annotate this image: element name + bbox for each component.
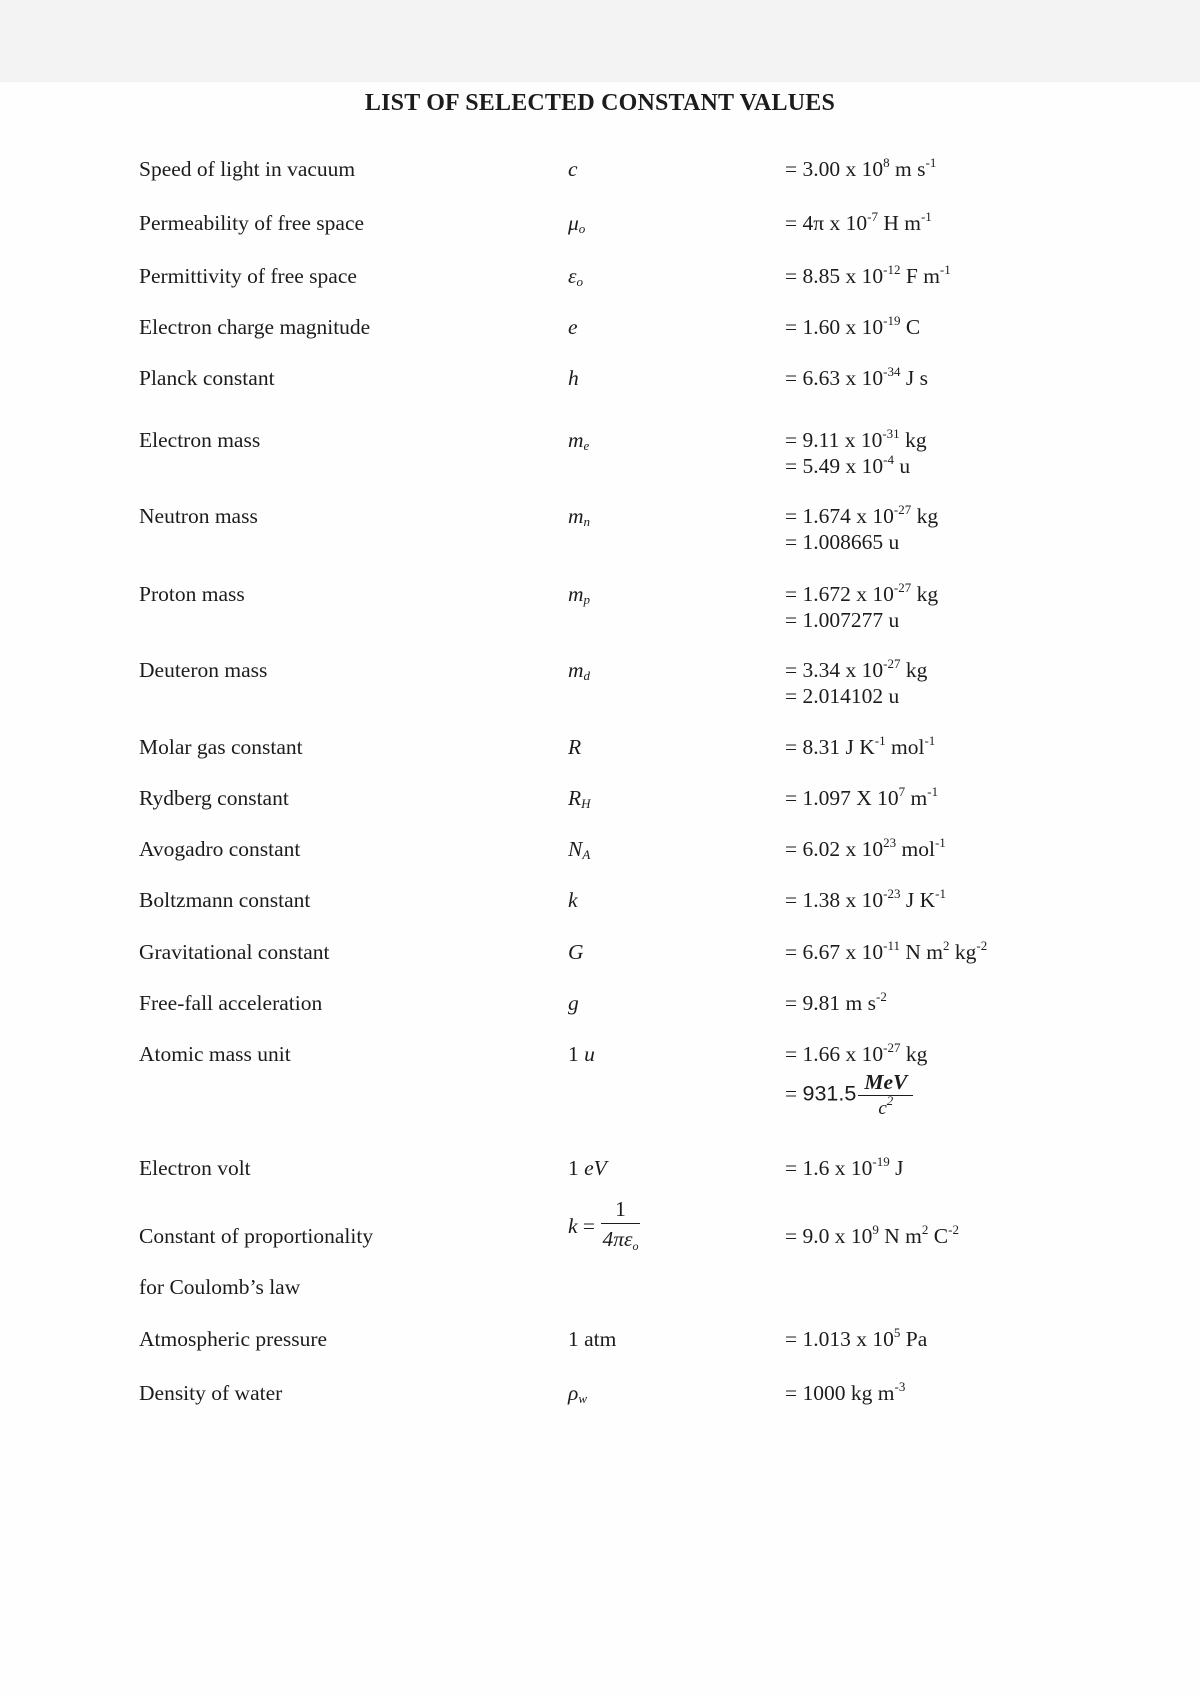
constant-name: Deuteron mass xyxy=(139,658,268,682)
constant-symbol: $\rho_w$ xyxy=(568,1381,587,1406)
constant-symbol: $\mu_o$ xyxy=(568,211,586,236)
coulomb-fraction: $\frac{1}{4\pi\varepsilon_o}$ xyxy=(602,1197,639,1253)
constant-symbol: 1 atm xyxy=(568,1327,617,1351)
constant-name: Neutron mass xyxy=(139,504,258,528)
constant-value: = 6.02 x $10^{23}$ mol$^{-1}$ xyxy=(785,835,946,861)
constant-symbol: c xyxy=(568,157,578,181)
constant-symbol: 1 u xyxy=(568,1042,595,1066)
constant-symbol: k xyxy=(568,888,578,912)
constant-name: Free-fall acceleration xyxy=(139,991,323,1015)
constant-value: = 3.34 x $10^{-27}$ kg = 2.014102 u xyxy=(785,656,928,708)
page-title: LIST OF SELECTED CONSTANT VALUES xyxy=(364,90,836,116)
mev-per-c2-fraction: $\frac{\text{MeV}}{c^2}$ xyxy=(858,1069,913,1122)
constant-name: Gravitational constant xyxy=(139,940,330,964)
constant-symbol: g xyxy=(568,991,579,1015)
constant-symbol: R xyxy=(568,735,582,759)
constant-name: Electron charge magnitude xyxy=(139,315,371,339)
constant-value: = 8.85 x $10^{-12}$ F $m^{-1}$ xyxy=(785,262,951,288)
top-band xyxy=(0,0,1200,82)
constant-name: Density of water xyxy=(139,1381,283,1405)
constant-symbol: $R_H$ xyxy=(568,786,591,811)
constant-name: Planck constant xyxy=(139,366,275,390)
constant-symbol: k = $\frac{1}{4\pi\varepsilon_o}$ xyxy=(568,1195,640,1261)
constant-name: Atmospheric pressure xyxy=(139,1327,328,1351)
constant-name: Constant of proportionality xyxy=(139,1224,374,1248)
constant-name: Proton mass xyxy=(139,582,245,606)
constant-value: = 1000 kg $m^{-3}$ xyxy=(785,1379,906,1405)
constant-value: = 8.31 J $K^{-1}$ mol$^{-1}$ xyxy=(785,733,936,759)
constant-value: = 6.63 x $10^{-34}$ J s xyxy=(785,364,928,390)
constant-value: = 6.67 x $10^{-11}$ N $m^2$ $kg^{-2}$ xyxy=(785,938,988,964)
constant-name: Avogadro constant xyxy=(139,837,301,861)
constant-symbol: $\varepsilon_o$ xyxy=(568,264,583,289)
constant-symbol: h xyxy=(568,366,579,390)
constant-value: = 1.6 x $10^{-19}$ J xyxy=(785,1154,904,1180)
constant-symbol: $m_n$ xyxy=(568,504,591,529)
constant-symbol: $m_e$ xyxy=(568,428,590,453)
constant-symbol: $m_p$ xyxy=(568,582,591,607)
constant-name: Boltzmann constant xyxy=(139,888,311,912)
constant-name: Atomic mass unit xyxy=(139,1042,291,1066)
constant-name: Electron mass xyxy=(139,428,261,452)
constant-symbol: e xyxy=(568,315,578,339)
constant-value: = 1.674 x $10^{-27}$ kg = 1.008665 u xyxy=(785,502,939,554)
constant-symbol: 1 eV xyxy=(568,1156,607,1180)
constant-symbol: G xyxy=(568,940,584,964)
constant-symbol: $N_A$ xyxy=(568,837,591,862)
constant-name: Permittivity of free space xyxy=(139,264,357,288)
constant-name: Electron volt xyxy=(139,1156,251,1180)
constant-value: = 1.66 x $10^{-27}$ kg = 931.5 $\frac{\text{MeV}}{c^2}$ xyxy=(785,1041,927,1122)
constant-name: Permeability of free space xyxy=(139,211,365,235)
constant-name-line2: for Coulomb’s law xyxy=(139,1275,301,1299)
constant-name: Molar gas constant xyxy=(139,735,303,759)
constant-value: = 1.097 X $10^7$ $m^{-1}$ xyxy=(785,784,939,810)
constant-value: = 9.81 m $s^{-2}$ xyxy=(785,989,887,1015)
constant-value: = 9.0 x $10^9$ N $m^2$ $C^{-2}$ xyxy=(785,1222,959,1248)
constant-value: = 1.672 x $10^{-27}$ kg = 1.007277 u xyxy=(785,580,939,632)
constant-value: = 1.60 x $10^{-19}$ C xyxy=(785,313,921,339)
constant-value: = 9.11 x $10^{-31}$ kg = 5.49 x $10^{-4}$ u xyxy=(785,426,927,478)
constant-value: = 3.00 x $10^8$ m $s^{-1}$ xyxy=(785,155,937,181)
constant-name: Rydberg constant xyxy=(139,786,289,810)
constant-value: = 4π x $10^{-7}$ H $m^{-1}$ xyxy=(785,209,932,235)
constant-symbol: $m_d$ xyxy=(568,658,591,683)
constant-value: = 1.38 x $10^{-23}$ J $K^{-1}$ xyxy=(785,886,946,912)
constant-name: Speed of light in vacuum xyxy=(139,157,356,181)
constant-value: = 1.013 x $10^5$ Pa xyxy=(785,1325,928,1351)
